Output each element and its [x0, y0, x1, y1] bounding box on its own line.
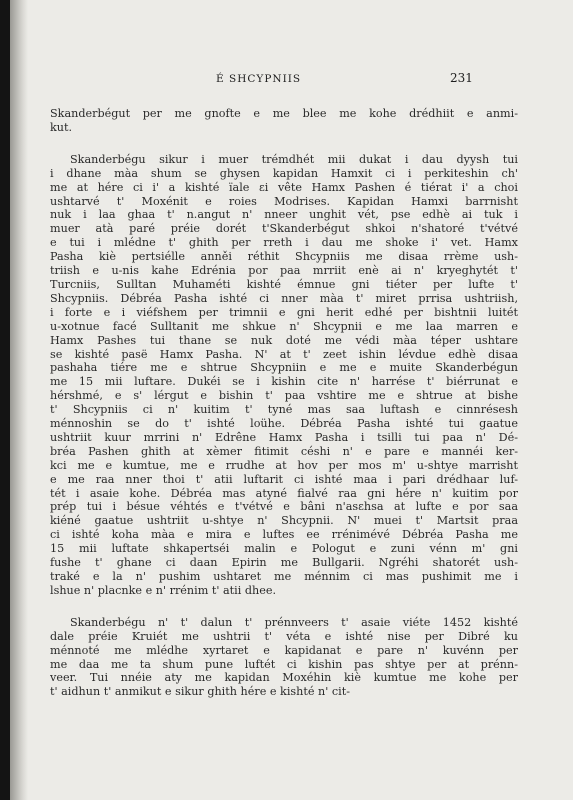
text-line: ushtarvé t' Moxénit e roies Modrises. Kapidan Hamxi barrnisht [50, 194, 518, 208]
text-line: triish e u-nis kahe Edrénia por paa mrriit enè ai n' kryeghytét t' [50, 264, 518, 278]
text-line: me 15 mii luftare. Dukéi se i kishin cite n' harrése t' biérrunat e [50, 375, 518, 389]
text-line: fushe t' ghane ci daan Epirin me Bullgarii. Ngréhi shatorét ush- [50, 556, 518, 570]
text-line: i forte e i viéfshem per trimnii e gni herit edhé per bishtnii luitét [50, 305, 518, 319]
text-line: Skanderbégu n' t' dalun t' prénnveers t' asaie viéte 1452 kishté [70, 615, 518, 629]
running-title: É SHCYPNIIS [216, 73, 302, 85]
text-line: lshue n' placnke e n' rrénim t' atii dhee. [50, 583, 277, 597]
text-line: i dhane màa shum se ghysen kapidan Hamxit ci i perkiteshin ch' [50, 166, 518, 180]
text-line: ménnoshin se do t' ishté loühe. Débréa Pasha ishté tui gaatue [50, 417, 518, 431]
text-line: kci me e kumtue, me e rrudhe at hov per mos m' u-shtye marrisht [50, 458, 518, 472]
text-line: t' Shcypniis ci n' kuitim t' tyné mas saa luftash e cinnrésesh [50, 403, 518, 417]
page-header [10, 73, 573, 89]
text-line: 15 mii luftate shkapertséi malin e Pologut e zuni vénn m' gni [50, 542, 518, 556]
text-line: Shcypniis. Débréa Pasha ishté ci nner màa t' miret prrisa ushtriish, [50, 291, 518, 305]
text-line: hérshmé, e s' lérgut e bishin t' paa vshtire me e shtrue at bishe [50, 389, 518, 403]
text-line: t' aidhun t' anmikut e sikur ghith hére e kishté n' cit- [50, 685, 350, 699]
text-line: e tui i mlédne t' ghith per rreth i dau me shoke i' vet. Hamx [50, 236, 518, 250]
body-text [50, 107, 518, 699]
text-line: Skanderbégu sikur i muer trémdhét mii dukat i dau dyysh tui [70, 152, 518, 166]
text-line: u-xotnue facé Sulltanit me shkue n' Shcypnii e me laa marren e [50, 319, 518, 333]
text-line: Skanderbégut per me gnofte e me blee me kohe drédhiit e anmi- [50, 107, 518, 120]
text-line: ci ishté koha màa e mira e luftes ee rrénimévé Débréa Pasha me [50, 528, 518, 542]
paragraph-2 [50, 153, 518, 598]
text-line: muer atà paré préie dorét t'Skanderbégut shkoi n'shatoré t'vétvé [50, 222, 518, 236]
page-number: 231 [450, 71, 473, 85]
text-line: se kishté pasë Hamx Pasha. N' at t' zeet ishin lévdue edhè disaa [50, 347, 518, 361]
text-line: kut. [50, 120, 73, 134]
text-line: Hamx Pashes tui thane se nuk doté me védi màa téper ushtare [50, 333, 518, 347]
text-line: bréa Pashen ghith at xèmer fitimit céshi n' e pare e mannéi ker- [50, 444, 518, 458]
text-line: traké e la n' pushim ushtaret me ménnim ci mas pushimit me i [50, 570, 518, 583]
text-line: Turcniis, Sulltan Muhaméti kishté émnue gni tiéter per lufte t' [50, 277, 518, 291]
text-line: me at hére ci i' a kishté ïale ɛi vête Hamx Pashen é tiérat i' a choi [50, 180, 518, 194]
text-line: ushtriit kuur mrrini n' Edrêne Hamx Pasha i tsilli tui paa n' Dé- [50, 430, 518, 444]
text-line: ménnoté me mlédhe xyrtaret e kapidanat e pare n' kuvénn per [50, 643, 518, 657]
text-line: pashaha tiére me e shtrue Shcypniin e me e muite Skanderbégun [50, 361, 518, 375]
text-line: dale préie Kruiét me ushtrii t' véta e ishté nise per Dibré ku [50, 629, 518, 643]
text-line: tét i asaie kohe. Débréa mas atyné fialvé raa gni hére n' kuitim por [50, 486, 518, 500]
text-line: e me raa nner thoi t' atii luftarit ci ishté maa i pari drédhaar luf- [50, 472, 518, 486]
text-line: nuk i laa ghaa t' n.angut n' nneer unghit vét, pse edhè ai tuk i [50, 208, 518, 222]
paragraph-1 [50, 107, 518, 135]
text-line: prép tui i bésue véhtés e t'vétvé e bâni n'asɛhsa at lufte e por saa [50, 500, 518, 514]
text-line: Pasha kiè pertsiélle anněi réthit Shcypniis me disaa rrème ush- [50, 250, 518, 264]
text-line: veer. Tui nnéie aty me kapidan Moxéhin kiè kumtue me kohe per [50, 671, 518, 685]
book-page [10, 0, 573, 800]
text-line: me daa me ta shum pune luftét ci kishin pas shtye per at prénn- [50, 657, 518, 671]
text-line: kiéné gaatue ushtriit u-shtye n' Shcypnii. N' muei t' Martsit praa [50, 514, 518, 528]
paragraph-3 [50, 616, 518, 699]
